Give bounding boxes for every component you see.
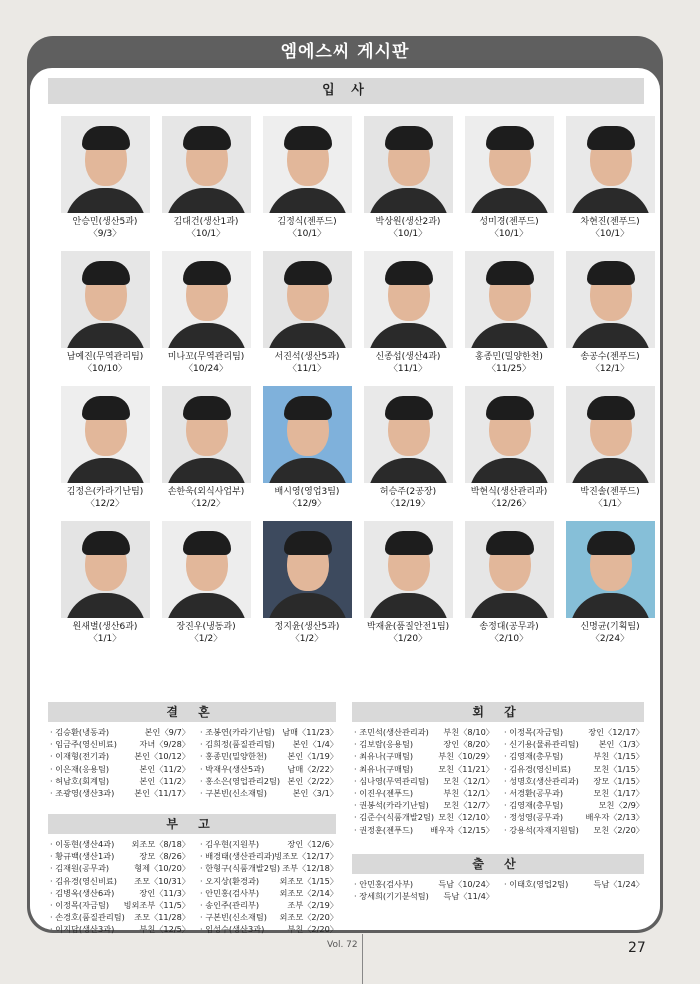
entry-detail: 외조모〈8/18〉 — [131, 839, 190, 849]
sixtieth-list-left — [354, 726, 494, 836]
entry-detail: 본인〈11/2〉 — [139, 763, 190, 774]
person-card — [257, 521, 357, 645]
person-name: 허승주(2공장) — [379, 487, 437, 497]
entry-name: · 김준수(식품개발2팀) — [354, 812, 435, 823]
person-name: 김정식(젠푸드) — [277, 217, 337, 227]
entry-detail: 본인〈9/7〉 — [144, 727, 190, 737]
entry-detail: 부친〈12/5〉 — [139, 924, 190, 935]
entry-name: · 정성영(공무과) — [504, 812, 564, 823]
list-item — [354, 824, 494, 836]
list-item — [504, 811, 644, 823]
entry-name: · 김재원(공무과) — [50, 863, 110, 874]
person-date: 〈11/1〉 — [388, 364, 428, 374]
list-item — [200, 726, 338, 738]
person-name: 신명균(기획팀) — [580, 622, 640, 632]
portrait-photo — [566, 116, 655, 213]
portrait-photo — [61, 251, 150, 348]
person-name: 원새별(생산6과) — [72, 622, 138, 632]
entry-name: · 홍종민(밀양한천) — [200, 751, 267, 762]
condolence-list-left — [50, 838, 190, 936]
person-date: 〈10/24〉 — [184, 364, 228, 374]
person-card — [156, 386, 256, 510]
marriage-list-right — [200, 726, 338, 799]
entry-name: · 권봉석(카라기난팀) — [354, 800, 429, 811]
person-name: 안승민(생산5과) — [72, 217, 138, 227]
person-date: 〈10/10〉 — [83, 364, 127, 374]
person-name: 서진석(생산5과) — [274, 352, 340, 362]
person-date: 〈1/20〉 — [388, 634, 428, 644]
person-card — [459, 116, 559, 240]
entry-detail: 모친〈1/17〉 — [593, 787, 644, 798]
volume-label: Vol. 72 — [327, 940, 358, 950]
entry-detail: 외조모〈1/15〉 — [279, 875, 338, 886]
entry-detail: 본인〈2/22〉 — [287, 775, 338, 786]
entry-detail: 조모〈11/28〉 — [134, 912, 190, 923]
person-name: 박현식(생산관리과) — [470, 487, 548, 497]
person-card — [358, 386, 458, 510]
bulletin-board — [27, 36, 663, 933]
entry-detail: 부친〈2/20〉 — [287, 924, 338, 935]
entry-name: · 손경호(품질관리팀) — [50, 912, 125, 923]
person-date: 〈10/1〉 — [590, 229, 630, 239]
list-item — [200, 899, 338, 911]
portrait-photo — [162, 116, 251, 213]
entry-detail: 모친〈1/15〉 — [593, 763, 644, 774]
entry-name: · 구본빈(신소재팀) — [200, 787, 267, 798]
portrait-photo — [465, 116, 554, 213]
list-item — [354, 750, 494, 762]
person-date: 〈11/1〉 — [287, 364, 327, 374]
list-item — [200, 887, 338, 899]
entry-name: · 김희정(품질관리팀) — [200, 739, 275, 750]
entry-name: · 서경환(공무과) — [504, 787, 564, 798]
person-card — [459, 386, 559, 510]
list-item — [50, 862, 190, 874]
entry-name: · 김승환(냉동과) — [50, 727, 110, 737]
entry-detail: 조부〈12/18〉 — [282, 863, 338, 874]
portrait-photo — [162, 521, 251, 618]
portrait-photo — [566, 251, 655, 348]
person-card — [55, 521, 155, 645]
person-card — [459, 521, 559, 645]
list-item — [354, 738, 494, 750]
list-item — [504, 738, 644, 750]
entry-detail: 조모〈10/31〉 — [134, 875, 190, 886]
list-item — [504, 763, 644, 775]
entry-name: · 심나영(무역관리팀) — [354, 775, 429, 786]
portrait-photo — [263, 116, 352, 213]
person-name: 신종섭(생산4과) — [375, 352, 441, 362]
list-item — [200, 838, 338, 850]
list-item — [200, 775, 338, 787]
person-card — [156, 116, 256, 240]
entry-detail: 부친〈10/29〉 — [438, 751, 494, 762]
entry-detail: 모친〈12/7〉 — [443, 800, 494, 811]
portrait-photo — [162, 386, 251, 483]
entry-name: · 김유경(영신비료) — [504, 763, 571, 774]
sixtieth-list-right — [504, 726, 644, 836]
entry-name: · 송인주(관리부) — [200, 899, 260, 910]
person-name: 배시영(영업3팀) — [274, 487, 340, 497]
entry-name: · 최유나(구매팀) — [354, 751, 414, 762]
entry-name: · 홍소은(영업관리2팀) — [200, 775, 281, 786]
list-item — [200, 763, 338, 775]
entry-detail: 배우자〈2/13〉 — [585, 812, 644, 823]
entry-name: · 오지상(환경과) — [200, 875, 260, 886]
entry-detail: 조부〈2/19〉 — [287, 899, 338, 910]
entry-detail: 모친〈11/21〉 — [438, 763, 494, 774]
list-item — [50, 850, 190, 862]
person-date: 〈1/1〉 — [593, 499, 627, 509]
person-date: 〈11/25〉 — [487, 364, 531, 374]
entry-name: · 이동현(생산4과) — [50, 839, 115, 849]
entry-name: · 성명호(생산관리과) — [504, 775, 579, 786]
list-item — [504, 775, 644, 787]
entry-name: · 김영재(총무팀) — [504, 800, 564, 811]
portrait-photo — [263, 521, 352, 618]
entry-name: · 김유경(영신비료) — [50, 875, 117, 886]
entry-detail: 장인〈12/6〉 — [287, 839, 338, 849]
entry-detail: 외조모〈2/20〉 — [279, 912, 338, 923]
list-item — [50, 763, 190, 775]
entry-name: · 이정목(자금팀) — [504, 727, 564, 737]
birth-section-title: 출 산 — [352, 854, 644, 874]
person-card — [257, 116, 357, 240]
person-card — [257, 251, 357, 375]
entry-name: · 이은재(응용팀) — [50, 763, 110, 774]
condolence-list-right — [200, 838, 338, 936]
list-item — [200, 787, 338, 799]
entry-detail: 모친〈2/20〉 — [593, 824, 644, 835]
entry-detail: 남매〈2/22〉 — [287, 763, 338, 774]
list-item — [50, 887, 190, 899]
list-item — [200, 738, 338, 750]
entry-detail: 득남〈10/24〉 — [438, 879, 494, 889]
portrait-photo — [465, 521, 554, 618]
entry-name: · 이정목(자금팀) — [50, 899, 110, 910]
person-date: 〈12/2〉 — [186, 499, 226, 509]
person-date: 〈10/1〉 — [388, 229, 428, 239]
entry-detail: 모친〈12/10〉 — [438, 812, 494, 823]
person-card — [156, 251, 256, 375]
list-item — [504, 878, 644, 890]
entry-name: · 박재우(생산5과) — [200, 763, 265, 774]
list-item — [200, 862, 338, 874]
list-item — [50, 875, 190, 887]
person-card — [156, 521, 256, 645]
list-item — [504, 787, 644, 799]
person-name: 송공수(젠푸드) — [580, 352, 640, 362]
entry-name: · 조광영(생산3과) — [50, 787, 115, 798]
person-date: 〈10/1〉 — [287, 229, 327, 239]
list-item — [50, 775, 190, 787]
entry-detail: 부친〈12/1〉 — [443, 787, 494, 798]
person-card — [358, 521, 458, 645]
portrait-photo — [364, 116, 453, 213]
person-date: 〈10/1〉 — [186, 229, 226, 239]
entry-name: · 배경태(생산관리과) — [200, 851, 275, 862]
person-date: 〈12/19〉 — [386, 499, 430, 509]
entry-name: · 조봉연(카라기난팀) — [200, 727, 275, 737]
person-date: 〈12/1〉 — [590, 364, 630, 374]
entry-detail: 남매〈11/23〉 — [282, 727, 338, 737]
footer-divider — [362, 934, 363, 984]
person-name: 차현진(젠푸드) — [580, 217, 640, 227]
person-date: 〈2/24〉 — [590, 634, 630, 644]
person-card — [560, 521, 660, 645]
entry-detail: 장인〈12/17〉 — [588, 727, 644, 737]
entry-detail: 빙조모〈12/17〉 — [274, 851, 338, 862]
entry-detail: 모친〈12/1〉 — [443, 775, 494, 786]
entry-detail: 장모〈8/26〉 — [139, 851, 190, 862]
marriage-section-title: 결 혼 — [48, 702, 336, 722]
person-date: 〈1/1〉 — [88, 634, 122, 644]
person-name: 박진솔(젠푸드) — [580, 487, 640, 497]
entry-name: · 이태호(영업2팀) — [504, 879, 569, 889]
person-card — [358, 116, 458, 240]
person-date: 〈1/2〉 — [189, 634, 223, 644]
entry-detail: 본인〈11/2〉 — [139, 775, 190, 786]
person-date: 〈12/9〉 — [287, 499, 327, 509]
list-item — [200, 875, 338, 887]
entry-detail: 본인〈3/1〉 — [292, 787, 338, 798]
person-card — [560, 251, 660, 375]
entry-detail: 장인〈11/3〉 — [139, 887, 190, 898]
portrait-photo — [465, 251, 554, 348]
person-name: 손한욱(외식사업부) — [167, 487, 245, 497]
entry-name: · 이지담(생산3과) — [50, 924, 115, 935]
entry-detail: 부친〈8/10〉 — [443, 727, 494, 737]
person-date: 〈12/2〉 — [85, 499, 125, 509]
list-item — [504, 726, 644, 738]
entry-name: · 이재형(전기과) — [50, 751, 110, 762]
entry-name: · 안민홍(검사부) — [200, 887, 260, 898]
list-item — [50, 738, 190, 750]
person-name: 김정은(카라기난팀) — [66, 487, 144, 497]
portrait-photo — [364, 251, 453, 348]
person-name: 성미경(젠푸드) — [479, 217, 539, 227]
entry-detail: 득남〈1/24〉 — [593, 879, 644, 889]
list-item — [50, 911, 190, 923]
entry-detail: 득남〈11/4〉 — [443, 891, 494, 902]
board-title: 엠에스씨 게시판 — [280, 42, 410, 62]
entry-name: · 권정훈(젠푸드) — [354, 824, 414, 835]
entry-detail: 본인〈1/4〉 — [292, 739, 338, 750]
entry-detail: 빙외조부〈11/5〉 — [123, 899, 190, 910]
list-item — [200, 911, 338, 923]
entry-name: · 이진우(젠푸드) — [354, 787, 414, 798]
list-item — [354, 878, 494, 890]
list-item — [50, 923, 190, 935]
sixtieth-section-title: 회 갑 — [352, 702, 644, 722]
portrait-photo — [263, 386, 352, 483]
birth-list-right — [504, 878, 644, 890]
list-item — [200, 850, 338, 862]
entry-name: · 한형구(식품개발2팀) — [200, 863, 281, 874]
list-item — [200, 750, 338, 762]
person-name: 송정대(공무과) — [479, 622, 539, 632]
entry-name: · 최유나(구매팀) — [354, 763, 414, 774]
entry-detail: 배우자〈12/15〉 — [430, 824, 494, 835]
entry-detail: 형제〈10/20〉 — [134, 863, 190, 874]
list-item — [50, 750, 190, 762]
entry-detail: 본인〈1/3〉 — [598, 739, 644, 750]
person-card — [55, 251, 155, 375]
list-item — [504, 750, 644, 762]
portrait-photo — [364, 521, 453, 618]
condolence-section-title: 부 고 — [48, 814, 336, 834]
entry-name: · 김영재(총무팀) — [504, 751, 564, 762]
list-item — [354, 799, 494, 811]
person-card — [560, 386, 660, 510]
list-item — [354, 890, 494, 902]
list-item — [354, 787, 494, 799]
entry-name: · 장세희(기기분석팀) — [354, 891, 429, 902]
entry-name: · 조민석(생산관리과) — [354, 727, 429, 737]
person-card — [459, 251, 559, 375]
list-item — [354, 775, 494, 787]
person-date: 〈1/2〉 — [290, 634, 324, 644]
person-name: 박상원(생산2과) — [375, 217, 441, 227]
entry-name: · 허남호(회계팀) — [50, 775, 110, 786]
person-name: 미나꼬(무역관리팀) — [167, 352, 245, 362]
portrait-photo — [61, 521, 150, 618]
page-number: 27 — [628, 940, 646, 956]
entry-name: · 김우현(지원부) — [200, 839, 260, 849]
entry-detail: 장모〈1/15〉 — [593, 775, 644, 786]
entry-name: · 황규백(생산1과) — [50, 851, 115, 862]
person-name: 정지윤(생산5과) — [274, 622, 340, 632]
person-date: 〈9/3〉 — [88, 229, 122, 239]
birth-list-left — [354, 878, 494, 902]
person-date: 〈10/1〉 — [489, 229, 529, 239]
entry-detail: 본인〈10/12〉 — [134, 751, 190, 762]
list-item — [50, 726, 190, 738]
marriage-list-left — [50, 726, 190, 799]
portrait-photo — [162, 251, 251, 348]
list-item — [504, 824, 644, 836]
entry-detail: 모친〈2/9〉 — [598, 800, 644, 811]
person-card — [55, 386, 155, 510]
portrait-photo — [263, 251, 352, 348]
person-date: 〈12/26〉 — [487, 499, 531, 509]
list-item — [354, 763, 494, 775]
entry-detail: 장인〈8/20〉 — [443, 739, 494, 750]
entry-detail: 본인〈11/17〉 — [134, 787, 190, 798]
portrait-photo — [364, 386, 453, 483]
entry-name: · 김보람(응용팀) — [354, 739, 414, 750]
entry-detail: 부친〈1/15〉 — [593, 751, 644, 762]
hire-section-title: 입 사 — [48, 78, 644, 104]
person-name: 홍종민(밀양한천) — [475, 352, 543, 362]
person-name: 장진우(냉동과) — [176, 622, 236, 632]
portrait-photo — [566, 386, 655, 483]
person-name: 박재윤(품질안전1팀) — [366, 622, 450, 632]
portrait-photo — [566, 521, 655, 618]
portrait-photo — [465, 386, 554, 483]
entry-name: · 임성수(생산3과) — [200, 924, 265, 935]
person-card — [55, 116, 155, 240]
entry-name: · 구본빈(신소재팀) — [200, 912, 267, 923]
entry-name: · 임금주(영신비료) — [50, 739, 117, 750]
entry-detail: 외조모〈2/14〉 — [279, 887, 338, 898]
entry-detail: 자녀〈9/28〉 — [139, 739, 190, 750]
list-item — [200, 923, 338, 935]
entry-name: · 안민홍(검사부) — [354, 879, 414, 889]
person-card — [560, 116, 660, 240]
list-item — [50, 838, 190, 850]
person-card — [257, 386, 357, 510]
entry-name: · 강용석(자재지원팀) — [504, 824, 579, 835]
portrait-photo — [61, 116, 150, 213]
person-date: 〈2/10〉 — [489, 634, 529, 644]
list-item — [50, 787, 190, 799]
entry-detail: 본인〈1/19〉 — [287, 751, 338, 762]
person-name: 김대건(생산1과) — [173, 217, 239, 227]
list-item — [354, 726, 494, 738]
board-content — [30, 68, 660, 935]
list-item — [50, 899, 190, 911]
entry-name: · 김병옥(생산6과) — [50, 887, 115, 898]
entry-name: · 신기용(물류관리팀) — [504, 739, 579, 750]
person-card — [358, 251, 458, 375]
portrait-photo — [61, 386, 150, 483]
list-item — [354, 811, 494, 823]
person-name: 남예진(무역관리팀) — [66, 352, 144, 362]
list-item — [504, 799, 644, 811]
